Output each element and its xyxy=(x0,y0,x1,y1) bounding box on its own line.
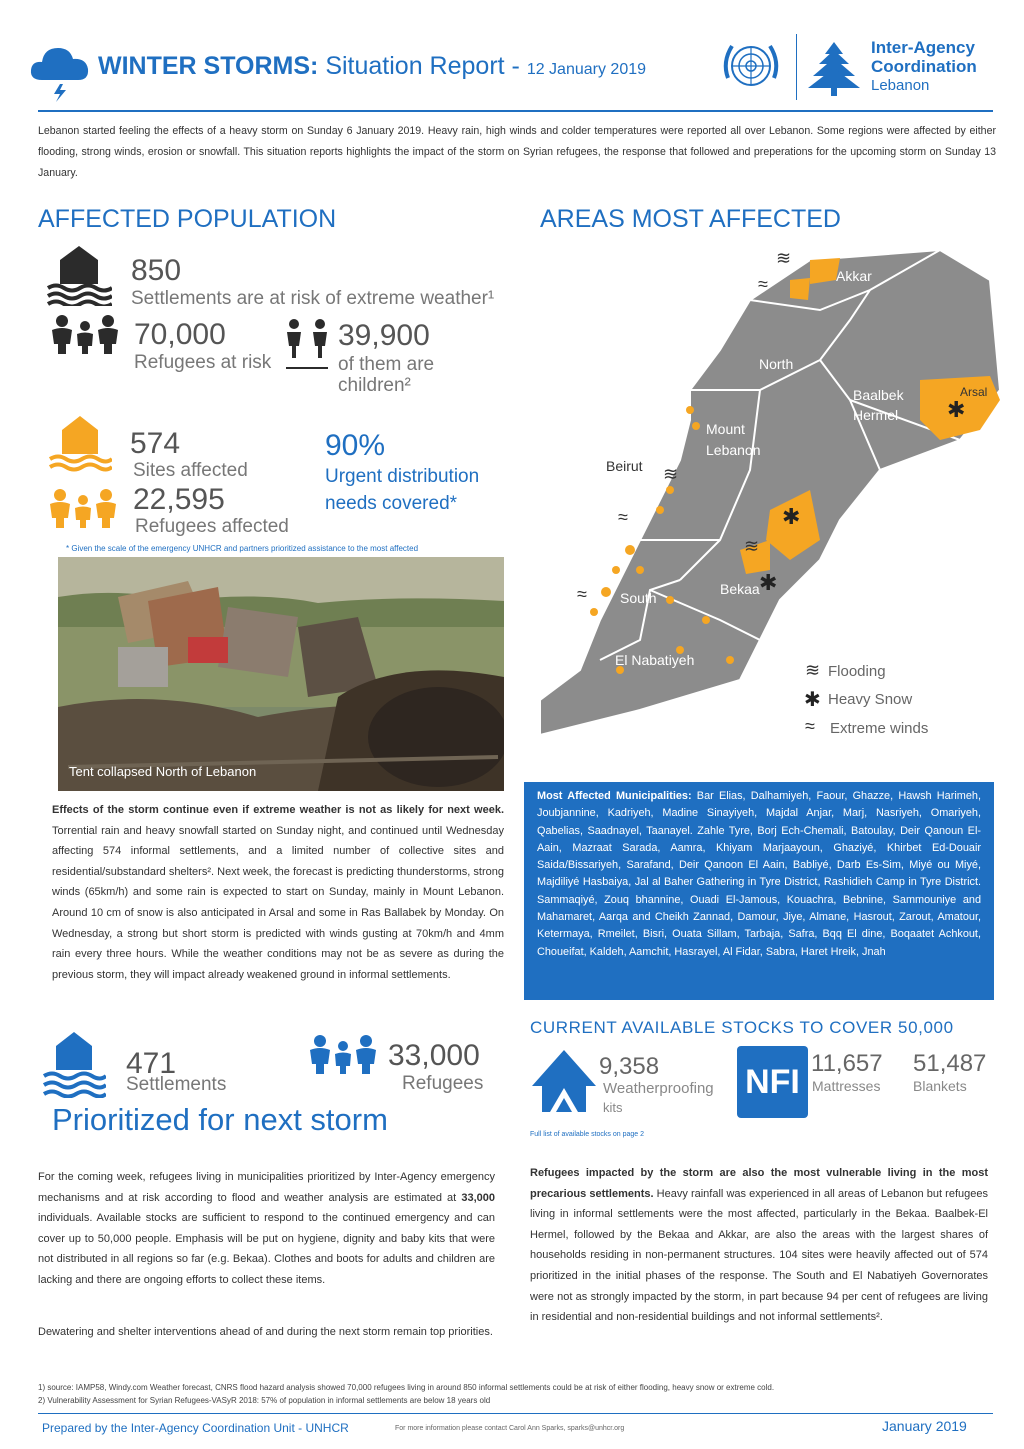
map-label-beirut: Beirut xyxy=(606,458,643,474)
stocks-note: Full list of available stocks on page 2 xyxy=(530,1131,645,1138)
snow-legend-icon: ✱ xyxy=(804,689,821,711)
storm-cloud-icon xyxy=(28,40,92,102)
refugees-affected-label: Refugees affected xyxy=(135,516,289,537)
refugees-at-risk-label: Refugees at risk xyxy=(134,352,272,373)
house-flood-orange-icon xyxy=(48,414,112,474)
map-label-akkar: Akkar xyxy=(836,268,872,284)
org-line1: Inter-Agency xyxy=(871,38,975,57)
areas-most-affected-heading: AREAS MOST AFFECTED xyxy=(540,205,841,233)
prioritized-settlements-label: Settlements xyxy=(126,1074,227,1095)
municipalities-lead: Most Affected Municipalities: xyxy=(537,790,692,802)
prioritized-text-post: individuals. Available stocks are sufficient to respond to the continued emergency and can cover up to 50,000 people. Emphasis will be put on hygiene, dignity and baby kits that were not distributed in all regions so far (e.g. Bekaa). Clothes and boots for adults and children are lacking and there are ongoing efforts to collect these items. xyxy=(38,1212,495,1286)
shelter-icon xyxy=(530,1048,598,1114)
footnote-2: 2) Vulnerability Assessment for Syrian Refugees-VASyR 2018: 57% of population in informal settlements are below 18 years old xyxy=(38,1396,491,1405)
prioritized-text-bold: 33,000 xyxy=(461,1191,495,1204)
family-orange-icon xyxy=(46,488,120,528)
refugees-affected-count: 22,595 xyxy=(133,483,225,516)
settlements-at-risk-count: 850 xyxy=(131,254,182,287)
footer-date: January 2019 xyxy=(882,1418,967,1434)
prioritized-text-pre: For the coming week, refugees living in municipalities prioritized by Inter-Agency emergency mechanisms and at risk according to flood and weather analysis are estimated at xyxy=(38,1171,495,1204)
distribution-label-line1: Urgent distribution xyxy=(325,466,480,487)
org-line2: Coordination xyxy=(871,57,977,76)
refugees-at-risk-count: 70,000 xyxy=(134,318,226,351)
prioritized-refugees-label: Refugees xyxy=(402,1073,484,1094)
snow-icon: ✱ xyxy=(947,397,966,422)
collapsed-tent-photo xyxy=(58,557,504,791)
map-label-baalbek: Baalbek xyxy=(853,387,904,403)
map-label-north: North xyxy=(759,356,794,372)
house-flood-icon xyxy=(46,244,112,306)
map-label-arsal: Arsal xyxy=(960,385,988,399)
prioritized-settlements-count: 471 xyxy=(126,1047,177,1080)
distribution-label-line2: needs covered* xyxy=(325,493,458,514)
map-label-lebanon: Lebanon xyxy=(706,442,761,458)
mattress-label: Mattresses xyxy=(812,1078,881,1094)
prioritized-paragraph xyxy=(38,1167,495,1291)
blanket-label: Blankets xyxy=(913,1078,967,1094)
mattress-count: 11,657 xyxy=(811,1050,883,1077)
house-flood-blue-icon xyxy=(42,1030,106,1098)
vulnerable-lead: Refugees impacted by the storm are also the most vulnerable living in the most precarious settlements. xyxy=(530,1167,988,1200)
nfi-badge: NFI xyxy=(737,1046,808,1118)
wind-legend-icon: ≈ xyxy=(805,716,815,736)
flooding-legend-icon: ≋ xyxy=(805,660,821,680)
legend-extreme-winds: Extreme winds xyxy=(830,720,929,737)
settlements-at-risk-label: Settlements are at risk of extreme weather¹ xyxy=(131,288,495,309)
municipalities-list: Bar Elias, Dalhamiyeh, Faour, Ghazze, Hawsh Harimeh, Joubjannine, Kadriyeh, Madine Sinayiyeh, Majdal Anjar, Marj, Nasriyeh, Omariyeh, Qabelias, Saadnayel, Taanayel. Zahle Tyre, Borj Ech-Chemali, Batoulay, Deir Qanoun El-Aain, Mazraat Sarada, Aamra, Khiyam Marjaayoun, Ghaziyé, Khirbet Ed-Douair Saida/Bissariyeh, Sarafand, Deir Qanoon El Aain, Babliyé, Darb Es-Sim, Miyé ou Miyé, Majdiliyé Hasbaiya, Jal al Baher Gathering in Tyre District, Rashidieh Camp in Tyre District. Sammaqiyé, Zouq bhannine, Ouadi El-Jamous, Kouachra, Bebnine, Sammouniye and Mahamaret, Aarqa and Cheikh Zannad, Damour, Jiye, Almane, Hasrout, Zarout, Amatour, Ketermaya, Rmeilet, Bisri, Ouata Sillam, Tarbaja, Safra, Bqq El dine, Boqaatet Achkout, Choueifat, Kaldeh, Aamchit, Hasrayel, Al Fidar, Sabra, Haret Hreik, Jnah xyxy=(537,790,981,958)
children-label-line1: of them are xyxy=(338,354,435,375)
wind-icon: ≈ xyxy=(758,274,768,294)
vulnerable-paragraph xyxy=(530,1163,988,1328)
prepared-by: Prepared by the Inter-Agency Coordination Unit - UNHCR xyxy=(42,1421,349,1435)
un-emblem-icon xyxy=(718,36,784,100)
children-label-line2: children² xyxy=(338,375,411,396)
snow-icon: ✱ xyxy=(782,504,801,529)
wind-icon: ≈ xyxy=(618,507,628,527)
flooding-icon: ≋ xyxy=(776,248,792,268)
sites-affected-count: 574 xyxy=(130,427,181,460)
intro-paragraph: Lebanon started feeling the effects of a heavy storm on Sunday 6 January 2019. Heavy rain, high winds and colder temperatures were reported all over Lebanon. Some regions were affected by either flooding, strong winds, erosion or snowfall. This situation reports highlights the impact of the storm on Syrian refugees, the response that followed and preperations for the upcoming storm on Sunday 13 January. xyxy=(38,125,996,179)
blanket-count: 51,487 xyxy=(913,1050,987,1077)
prioritized-refugees-count: 33,000 xyxy=(388,1039,480,1072)
prioritized-heading: Prioritized for next storm xyxy=(52,1102,388,1137)
children-count: 39,900 xyxy=(338,319,430,352)
lebanon-map xyxy=(520,240,1010,745)
org-logo-text xyxy=(871,38,977,95)
map-label-bekaa: Bekaa xyxy=(720,581,760,597)
weatherproof-label-line1: Weatherproofing xyxy=(603,1080,714,1097)
map-label-mount: Mount xyxy=(706,421,745,437)
footer-rule xyxy=(38,1413,993,1414)
stocks-heading: CURRENT AVAILABLE STOCKS TO COVER 50,000 xyxy=(530,1018,954,1037)
effects-text: Torrential rain and heavy snowfall started on Sunday night, and continued until Wednesday affecting 574 informal settlements, and a limited number of collective sites and residential/substandard shelters². Next week, the forecast is predicting thunderstorms, strong winds (65km/h) and some rain is expected to start on Sunday, mainly in Mount Lebanon. Around 10 cm of snow is also anticipated in Arsal and some in Ras Ballabek by Monday. On Wednesday, a strong but short storm is predicted with winds gusting at 70km/h and 4mm rain every three hours. While the weather conditions may not be as severe as during the previous storm, they will impact already weakened ground in informal settlements. xyxy=(52,824,504,981)
contact-info: For more information please contact Carol Ann Sparks, sparks@unhcr.org xyxy=(395,1425,625,1432)
weatherproof-label-line2: kits xyxy=(603,1100,623,1115)
family-icon xyxy=(48,314,122,354)
logo-separator xyxy=(796,34,797,100)
distribution-pct: 90% xyxy=(325,429,386,462)
org-line3: Lebanon xyxy=(871,77,930,94)
photo-caption: Tent collapsed North of Lebanon xyxy=(69,764,257,779)
flooding-icon: ≋ xyxy=(744,536,760,556)
effects-lead: Effects of the storm continue even if extreme weather is not as likely for next week. xyxy=(52,804,504,816)
legend-heavy-snow: Heavy Snow xyxy=(828,691,913,708)
flooding-icon: ≋ xyxy=(663,464,679,484)
map-label-hermel: Hermel xyxy=(853,407,899,423)
map-label-south: South xyxy=(620,590,657,606)
affected-population-heading: AFFECTED POPULATION xyxy=(38,205,337,233)
effects-paragraph xyxy=(52,800,504,985)
title-rest: Situation Report - xyxy=(318,52,527,80)
family-blue-icon xyxy=(306,1034,380,1074)
municipalities-box xyxy=(524,782,994,1000)
report-date: 12 January 2019 xyxy=(526,61,647,78)
footnote-1: 1) source: IAMP58, Windy.com Weather forecast, CNRS flood hazard analysis showed 70,000 refugees living in around 850 informal settlements could be at risk of either flooding, heavy snow or extreme cold. xyxy=(38,1383,775,1392)
dewatering-paragraph: Dewatering and shelter interventions ahead of and during the next storm remain top priorities. xyxy=(38,1326,493,1338)
prioritization-note: * Given the scale of the emergency UNHCR and partners prioritized assistance to the most affected xyxy=(66,544,419,553)
weatherproof-count: 9,358 xyxy=(599,1053,660,1080)
cedar-tree-icon xyxy=(805,40,863,98)
title-bold: WINTER STORMS: xyxy=(98,52,319,80)
map-label-nabatiyeh: El Nabatiyeh xyxy=(615,652,695,668)
children-icon xyxy=(282,318,332,372)
sites-affected-label: Sites affected xyxy=(133,460,248,481)
header-rule xyxy=(38,110,993,112)
report-title xyxy=(98,52,646,81)
snow-icon: ✱ xyxy=(759,570,778,595)
wind-icon: ≈ xyxy=(577,584,587,604)
vulnerable-text: Heavy rainfall was experienced in all areas of Lebanon but refugees living in informal settlements were the most affected, particularly in the Bekaa. Baalbek-El Hermel, followed by the Bekaa and Akkar, are also the areas with the largest shares of households residing in non-permanent structures. 104 sites were heavily affected out of 574 prioritized in the initial phases of the response. The South and El Nabatiyeh Governorates were not as strongly impacted by the storm, in part because 94 per cent of refugees are living in residential and non-residential buildings and not informal settlements². xyxy=(530,1187,988,1324)
legend-flooding: Flooding xyxy=(828,663,886,680)
